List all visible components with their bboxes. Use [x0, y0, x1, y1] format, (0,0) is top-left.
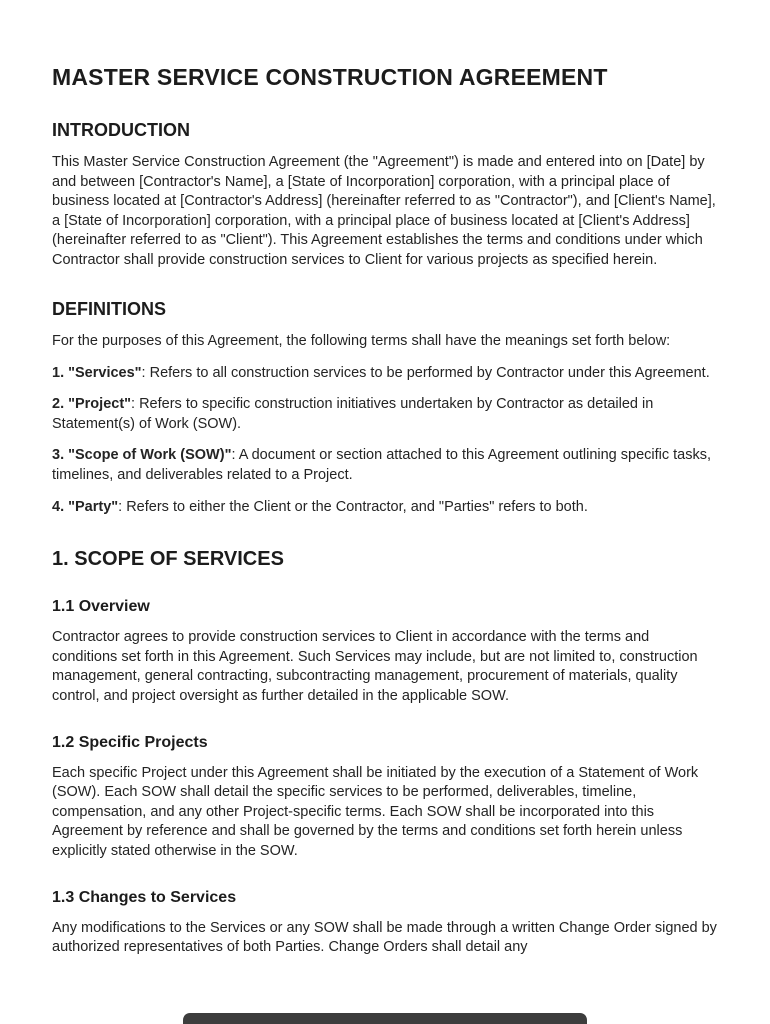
paragraph-changes-to-services [52, 919, 718, 958]
text-run: Contractor agrees to provide construction services to Client in accordance with the terms and conditions set forth in this Agreement. Such Services may include, but are not limited to, construction management, general contracting, subcontracting management, procurement of materials, quality control, and project oversight as further detailed in the applicable SOW. [52, 629, 698, 704]
heading-overview: 1.1 Overview [52, 598, 150, 616]
text-run: Each specific Project under this Agreement shall be initiated by the execution of a Statement of Work (SOW). Each SOW shall detail the specific services to be performed, deliverables, timeline, compensation, and any other Project-specific terms. Each SOW shall be incorporated into this Agreement by reference and shall be governed by the terms and conditions set forth herein unless explicitly stated otherwise in the SOW. [52, 764, 699, 859]
definition-services [52, 364, 718, 384]
heading-specific-projects: 1.2 Specific Projects [52, 733, 208, 751]
text-run-bold: 3. "Scope of Work (SOW)" [52, 447, 232, 464]
definition-party [52, 498, 718, 518]
text-run: : Refers to all construction services to be performed by Contractor under this Agreement. [141, 364, 710, 381]
text-run: This Master Service Construction Agreement (the "Agreement") is made and entered into on [Date] by and between [Contractor's Name], a [State of Incorporation] corporation, with a principal place of business located at [Contractor's Address] (hereinafter referred to as "Contractor"), and [Client's Name], a [State of Incorporation] corporation, with a principal place of business located at [Client's Address] (hereinafter referred to as "Client"). This Agreement establishes the terms and conditions under which Contractor shall provide construction services to Client for various projects as specified herein. [52, 154, 716, 268]
paragraph-specific-projects [52, 764, 718, 862]
definition-scope-of-work [52, 446, 718, 485]
paragraph-definitions-intro [52, 332, 718, 352]
document-body [52, 64, 718, 958]
text-run-bold: 1. "Services" [52, 364, 142, 381]
document-title: MASTER SERVICE CONSTRUCTION AGREEMENT [52, 64, 608, 90]
bottom-toolbar-handle[interactable] [183, 1013, 587, 1024]
text-run-bold: 4. "Party" [52, 498, 119, 515]
text-run-bold: 2. "Project" [52, 396, 132, 413]
definition-project [52, 395, 718, 434]
text-run: : Refers to specific construction initiatives undertaken by Contractor as detailed in Statement(s) of Work (SOW). [52, 396, 654, 432]
heading-introduction: INTRODUCTION [52, 119, 190, 140]
text-run: : Refers to either the Client or the Contractor, and "Parties" refers to both. [118, 498, 588, 515]
text-run: For the purposes of this Agreement, the following terms shall have the meanings set forth below: [52, 333, 671, 350]
heading-scope-of-services: 1. SCOPE OF SERVICES [52, 548, 284, 571]
paragraph-overview [52, 628, 718, 706]
heading-changes-to-services: 1.3 Changes to Services [52, 888, 237, 906]
text-run: : A document or section attached to this Agreement outlining specific tasks, timelines, and deliverables related to a Project. [52, 447, 712, 483]
paragraph-introduction [52, 153, 718, 270]
text-run: Any modifications to the Services or any SOW shall be made through a written Change Order signed by authorized representatives of both Parties. Change Orders shall detail any [52, 919, 717, 956]
heading-definitions: DEFINITIONS [52, 298, 167, 319]
